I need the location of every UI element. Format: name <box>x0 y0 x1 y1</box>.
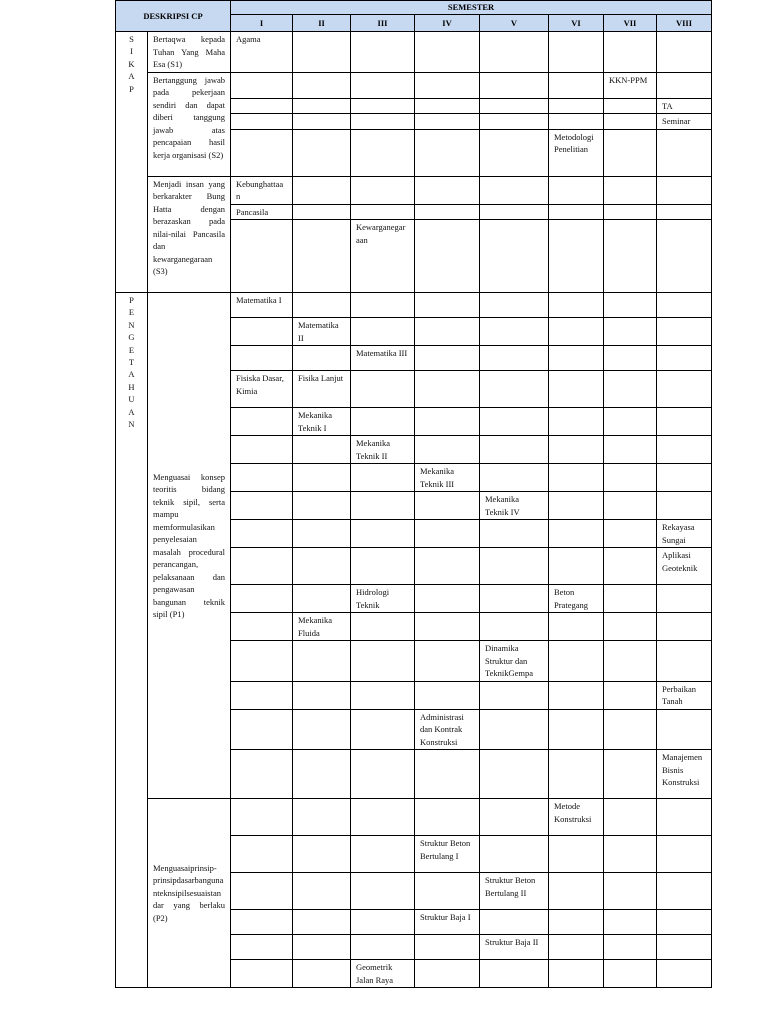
empty-cell <box>351 408 415 436</box>
empty-cell <box>415 72 480 98</box>
empty-cell <box>549 176 604 204</box>
empty-cell <box>657 613 712 641</box>
empty-cell <box>604 750 657 799</box>
empty-cell <box>657 129 712 176</box>
empty-cell <box>480 910 549 935</box>
cp-description-p1: Menguasai konsep teoritis bidang teknik sipil, serta mampu memformulasikan penyelesaian masalah procedural perancangan, pelaksanaan dan pengawasan bangunan teknik sipil (P1) <box>148 293 231 799</box>
empty-cell <box>657 72 712 98</box>
course-cell: Kebunghattaan <box>231 176 293 204</box>
empty-cell <box>549 204 604 220</box>
course-cell: Struktur Baja I <box>415 910 480 935</box>
semester-header-4: IV <box>415 15 480 32</box>
empty-cell <box>351 910 415 935</box>
empty-cell <box>657 204 712 220</box>
empty-cell <box>549 960 604 988</box>
empty-cell <box>351 464 415 492</box>
table-row <box>116 293 712 318</box>
empty-cell <box>657 799 712 836</box>
empty-cell <box>480 32 549 73</box>
empty-cell <box>415 935 480 960</box>
empty-cell <box>657 641 712 682</box>
empty-cell <box>480 98 549 114</box>
empty-cell <box>415 799 480 836</box>
empty-cell <box>657 492 712 520</box>
empty-cell <box>549 873 604 910</box>
document-page <box>115 0 712 988</box>
empty-cell <box>604 836 657 873</box>
semester-header-8: VIII <box>657 15 712 32</box>
empty-cell <box>415 641 480 682</box>
empty-cell <box>549 681 604 709</box>
empty-cell <box>293 836 351 873</box>
empty-cell <box>293 98 351 114</box>
empty-cell <box>604 935 657 960</box>
empty-cell <box>415 346 480 371</box>
empty-cell <box>231 98 293 114</box>
empty-cell <box>231 408 293 436</box>
empty-cell <box>293 709 351 750</box>
header-deskripsi-cp: DESKRIPSI CP <box>116 1 231 32</box>
empty-cell <box>231 318 293 346</box>
course-cell: Kewarganegaraan <box>351 220 415 293</box>
empty-cell <box>604 799 657 836</box>
empty-cell <box>415 873 480 910</box>
empty-cell <box>415 371 480 408</box>
empty-cell <box>604 408 657 436</box>
course-cell: Mekanika Teknik II <box>351 436 415 464</box>
empty-cell <box>549 371 604 408</box>
cp-description-s1: Bertaqwa kepada Tuhan Yang Maha Esa (S1) <box>148 32 231 73</box>
course-cell: Pancasila <box>231 204 293 220</box>
cp-description-s3: Menjadi insan yang berkarakter Bung Hatta dengan berazaskan pada nilai-nilai Pancasila dan kewarganegaraan (S3) <box>148 176 231 293</box>
empty-cell <box>549 98 604 114</box>
cp-description-s2: Bertanggung jawab pada pekerjaan sendiri dan dapat diberi tanggung jawab atas pencapaian hasil kerja organisasi (S2) <box>148 72 231 176</box>
semester-header-2: II <box>293 15 351 32</box>
empty-cell <box>293 346 351 371</box>
empty-cell <box>657 32 712 73</box>
empty-cell <box>604 114 657 130</box>
empty-cell <box>657 960 712 988</box>
empty-cell <box>231 641 293 682</box>
empty-cell <box>604 176 657 204</box>
empty-cell <box>351 371 415 408</box>
empty-cell <box>415 585 480 613</box>
course-cell: Geometrik Jalan Raya <box>351 960 415 988</box>
empty-cell <box>351 836 415 873</box>
empty-cell <box>293 681 351 709</box>
empty-cell <box>351 98 415 114</box>
empty-cell <box>231 129 293 176</box>
empty-cell <box>415 681 480 709</box>
empty-cell <box>231 960 293 988</box>
empty-cell <box>549 836 604 873</box>
empty-cell <box>657 585 712 613</box>
empty-cell <box>604 293 657 318</box>
course-cell: Matematika II <box>293 318 351 346</box>
course-cell: Mekanika Teknik I <box>293 408 351 436</box>
empty-cell <box>231 873 293 910</box>
empty-cell <box>549 935 604 960</box>
empty-cell <box>351 176 415 204</box>
empty-cell <box>549 114 604 130</box>
course-cell: Mekanika Fluida <box>293 613 351 641</box>
empty-cell <box>231 799 293 836</box>
empty-cell <box>293 204 351 220</box>
empty-cell <box>604 585 657 613</box>
empty-cell <box>657 873 712 910</box>
table-body <box>116 32 712 988</box>
empty-cell <box>415 750 480 799</box>
course-cell: Matematika III <box>351 346 415 371</box>
course-cell: Beton Prategang <box>549 585 604 613</box>
empty-cell <box>351 873 415 910</box>
empty-cell <box>351 129 415 176</box>
empty-cell <box>293 72 351 98</box>
vertical-letter: A <box>128 71 135 82</box>
vertical-letter: S <box>129 34 134 44</box>
empty-cell <box>293 492 351 520</box>
empty-cell <box>415 204 480 220</box>
empty-cell <box>231 436 293 464</box>
empty-cell <box>480 293 549 318</box>
empty-cell <box>604 709 657 750</box>
empty-cell <box>293 176 351 204</box>
empty-cell <box>657 935 712 960</box>
empty-cell <box>549 32 604 73</box>
empty-cell <box>231 910 293 935</box>
table-row <box>116 176 712 204</box>
empty-cell <box>351 709 415 750</box>
empty-cell <box>293 464 351 492</box>
empty-cell <box>480 750 549 799</box>
empty-cell <box>231 220 293 293</box>
vertical-letter: K <box>128 58 135 69</box>
empty-cell <box>549 548 604 585</box>
empty-cell <box>604 318 657 346</box>
empty-cell <box>657 346 712 371</box>
empty-cell <box>480 129 549 176</box>
empty-cell <box>351 750 415 799</box>
empty-cell <box>604 681 657 709</box>
empty-cell <box>549 318 604 346</box>
empty-cell <box>657 408 712 436</box>
empty-cell <box>415 960 480 988</box>
empty-cell <box>480 585 549 613</box>
course-cell: Administrasi dan Kontrak Konstruksi <box>415 709 480 750</box>
empty-cell <box>415 293 480 318</box>
empty-cell <box>415 32 480 73</box>
empty-cell <box>293 293 351 318</box>
empty-cell <box>549 464 604 492</box>
course-cell: Hidrologi Teknik <box>351 585 415 613</box>
empty-cell <box>657 709 712 750</box>
empty-cell <box>293 799 351 836</box>
empty-cell <box>351 548 415 585</box>
empty-cell <box>657 436 712 464</box>
vertical-letter: G <box>128 332 135 343</box>
empty-cell <box>293 960 351 988</box>
empty-cell <box>351 641 415 682</box>
empty-cell <box>480 681 549 709</box>
empty-cell <box>351 681 415 709</box>
empty-cell <box>657 836 712 873</box>
empty-cell <box>657 464 712 492</box>
empty-cell <box>415 492 480 520</box>
empty-cell <box>480 464 549 492</box>
table-row <box>116 32 712 73</box>
empty-cell <box>549 436 604 464</box>
empty-cell <box>415 520 480 548</box>
empty-cell <box>657 318 712 346</box>
empty-cell <box>549 750 604 799</box>
empty-cell <box>231 346 293 371</box>
empty-cell <box>480 436 549 464</box>
category-sikap-label <box>116 32 148 293</box>
empty-cell <box>293 548 351 585</box>
course-cell: Metodologi Penelitian <box>549 129 604 176</box>
header-semester: SEMESTER <box>231 1 712 15</box>
empty-cell <box>549 220 604 293</box>
empty-cell <box>480 114 549 130</box>
empty-cell <box>351 520 415 548</box>
course-cell: Mekanika Teknik III <box>415 464 480 492</box>
empty-cell <box>604 960 657 988</box>
empty-cell <box>549 520 604 548</box>
cp-semester-table <box>115 0 712 988</box>
course-cell: Fisika Lanjut <box>293 371 351 408</box>
empty-cell <box>415 114 480 130</box>
empty-cell <box>549 910 604 935</box>
empty-cell <box>351 114 415 130</box>
empty-cell <box>415 220 480 293</box>
empty-cell <box>293 32 351 73</box>
vertical-letter: E <box>128 307 135 318</box>
empty-cell <box>351 204 415 220</box>
empty-cell <box>351 318 415 346</box>
empty-cell <box>231 613 293 641</box>
empty-cell <box>293 520 351 548</box>
empty-cell <box>415 548 480 585</box>
empty-cell <box>293 935 351 960</box>
empty-cell <box>549 72 604 98</box>
empty-cell <box>604 520 657 548</box>
vertical-letter: A <box>128 406 135 417</box>
empty-cell <box>351 32 415 73</box>
empty-cell <box>604 873 657 910</box>
empty-cell <box>231 548 293 585</box>
empty-cell <box>480 204 549 220</box>
empty-cell <box>604 613 657 641</box>
empty-cell <box>415 436 480 464</box>
empty-cell <box>549 492 604 520</box>
course-cell: Seminar <box>657 114 712 130</box>
table-row <box>116 799 712 836</box>
empty-cell <box>480 408 549 436</box>
empty-cell <box>351 492 415 520</box>
empty-cell <box>549 613 604 641</box>
empty-cell <box>415 98 480 114</box>
empty-cell <box>480 72 549 98</box>
course-cell: Agama <box>231 32 293 73</box>
empty-cell <box>480 220 549 293</box>
empty-cell <box>549 346 604 371</box>
empty-cell <box>231 585 293 613</box>
empty-cell <box>351 293 415 318</box>
empty-cell <box>351 72 415 98</box>
semester-header-6: VI <box>549 15 604 32</box>
empty-cell <box>293 114 351 130</box>
empty-cell <box>480 520 549 548</box>
empty-cell <box>293 641 351 682</box>
vertical-letter: P <box>129 295 134 305</box>
table-row <box>116 72 712 98</box>
empty-cell <box>231 72 293 98</box>
vertical-letter: N <box>128 319 135 330</box>
course-cell: Perbaikan Tanah <box>657 681 712 709</box>
semester-header-1: I <box>231 15 293 32</box>
empty-cell <box>604 548 657 585</box>
course-cell: Dinamika Struktur dan TeknikGempa <box>480 641 549 682</box>
empty-cell <box>604 220 657 293</box>
course-cell: Manajemen Bisnis Konstruksi <box>657 750 712 799</box>
empty-cell <box>231 709 293 750</box>
empty-cell <box>549 408 604 436</box>
empty-cell <box>480 709 549 750</box>
empty-cell <box>657 176 712 204</box>
empty-cell <box>293 910 351 935</box>
vertical-letter: I <box>130 46 133 57</box>
empty-cell <box>480 548 549 585</box>
course-cell: Matematika I <box>231 293 293 318</box>
empty-cell <box>549 641 604 682</box>
course-cell: Struktur Baja II <box>480 935 549 960</box>
semester-header-3: III <box>351 15 415 32</box>
empty-cell <box>415 408 480 436</box>
empty-cell <box>480 176 549 204</box>
empty-cell <box>415 176 480 204</box>
empty-cell <box>293 436 351 464</box>
empty-cell <box>231 520 293 548</box>
empty-cell <box>351 613 415 641</box>
empty-cell <box>231 114 293 130</box>
empty-cell <box>549 293 604 318</box>
empty-cell <box>480 613 549 641</box>
course-cell: TA <box>657 98 712 114</box>
empty-cell <box>604 436 657 464</box>
empty-cell <box>604 910 657 935</box>
course-cell: Metode Konstruksi <box>549 799 604 836</box>
empty-cell <box>293 220 351 293</box>
empty-cell <box>549 709 604 750</box>
empty-cell <box>480 960 549 988</box>
empty-cell <box>293 750 351 799</box>
empty-cell <box>657 293 712 318</box>
course-cell: Fisiska Dasar, Kimia <box>231 371 293 408</box>
vertical-letter: T <box>128 357 135 368</box>
course-cell: Struktur Beton Bertulang I <box>415 836 480 873</box>
vertical-letter: E <box>128 344 135 355</box>
empty-cell <box>657 910 712 935</box>
semester-header-5: V <box>480 15 549 32</box>
category-pengetahuan-label <box>116 293 148 988</box>
vertical-letter: H <box>128 381 135 392</box>
empty-cell <box>604 204 657 220</box>
course-cell: KKN-PPM <box>604 72 657 98</box>
empty-cell <box>604 464 657 492</box>
empty-cell <box>293 129 351 176</box>
empty-cell <box>604 641 657 682</box>
empty-cell <box>480 318 549 346</box>
empty-cell <box>604 129 657 176</box>
empty-cell <box>480 371 549 408</box>
empty-cell <box>604 98 657 114</box>
empty-cell <box>231 836 293 873</box>
empty-cell <box>293 585 351 613</box>
vertical-letter: N <box>128 419 135 430</box>
empty-cell <box>231 750 293 799</box>
empty-cell <box>480 799 549 836</box>
course-cell: Mekanika Teknik IV <box>480 492 549 520</box>
empty-cell <box>480 836 549 873</box>
course-cell: Aplikasi Geoteknik <box>657 548 712 585</box>
empty-cell <box>415 318 480 346</box>
empty-cell <box>293 873 351 910</box>
empty-cell <box>351 799 415 836</box>
vertical-letter: A <box>128 369 135 380</box>
empty-cell <box>231 935 293 960</box>
empty-cell <box>604 32 657 73</box>
empty-cell <box>604 346 657 371</box>
empty-cell <box>480 346 549 371</box>
empty-cell <box>604 492 657 520</box>
empty-cell <box>657 371 712 408</box>
empty-cell <box>231 464 293 492</box>
vertical-letter: P <box>129 83 134 94</box>
empty-cell <box>415 129 480 176</box>
vertical-letter: U <box>128 394 135 405</box>
empty-cell <box>415 613 480 641</box>
empty-cell <box>231 492 293 520</box>
empty-cell <box>351 935 415 960</box>
empty-cell <box>604 371 657 408</box>
cp-description-p2: Menguasaiprinsip-prinsipdasarbangunanteknsipilsesuaistandar yang berlaku (P2) <box>148 799 231 988</box>
semester-header-7: VII <box>604 15 657 32</box>
empty-cell <box>657 220 712 293</box>
course-cell: Rekayasa Sungai <box>657 520 712 548</box>
course-cell: Struktur Beton Bertulang II <box>480 873 549 910</box>
empty-cell <box>231 681 293 709</box>
